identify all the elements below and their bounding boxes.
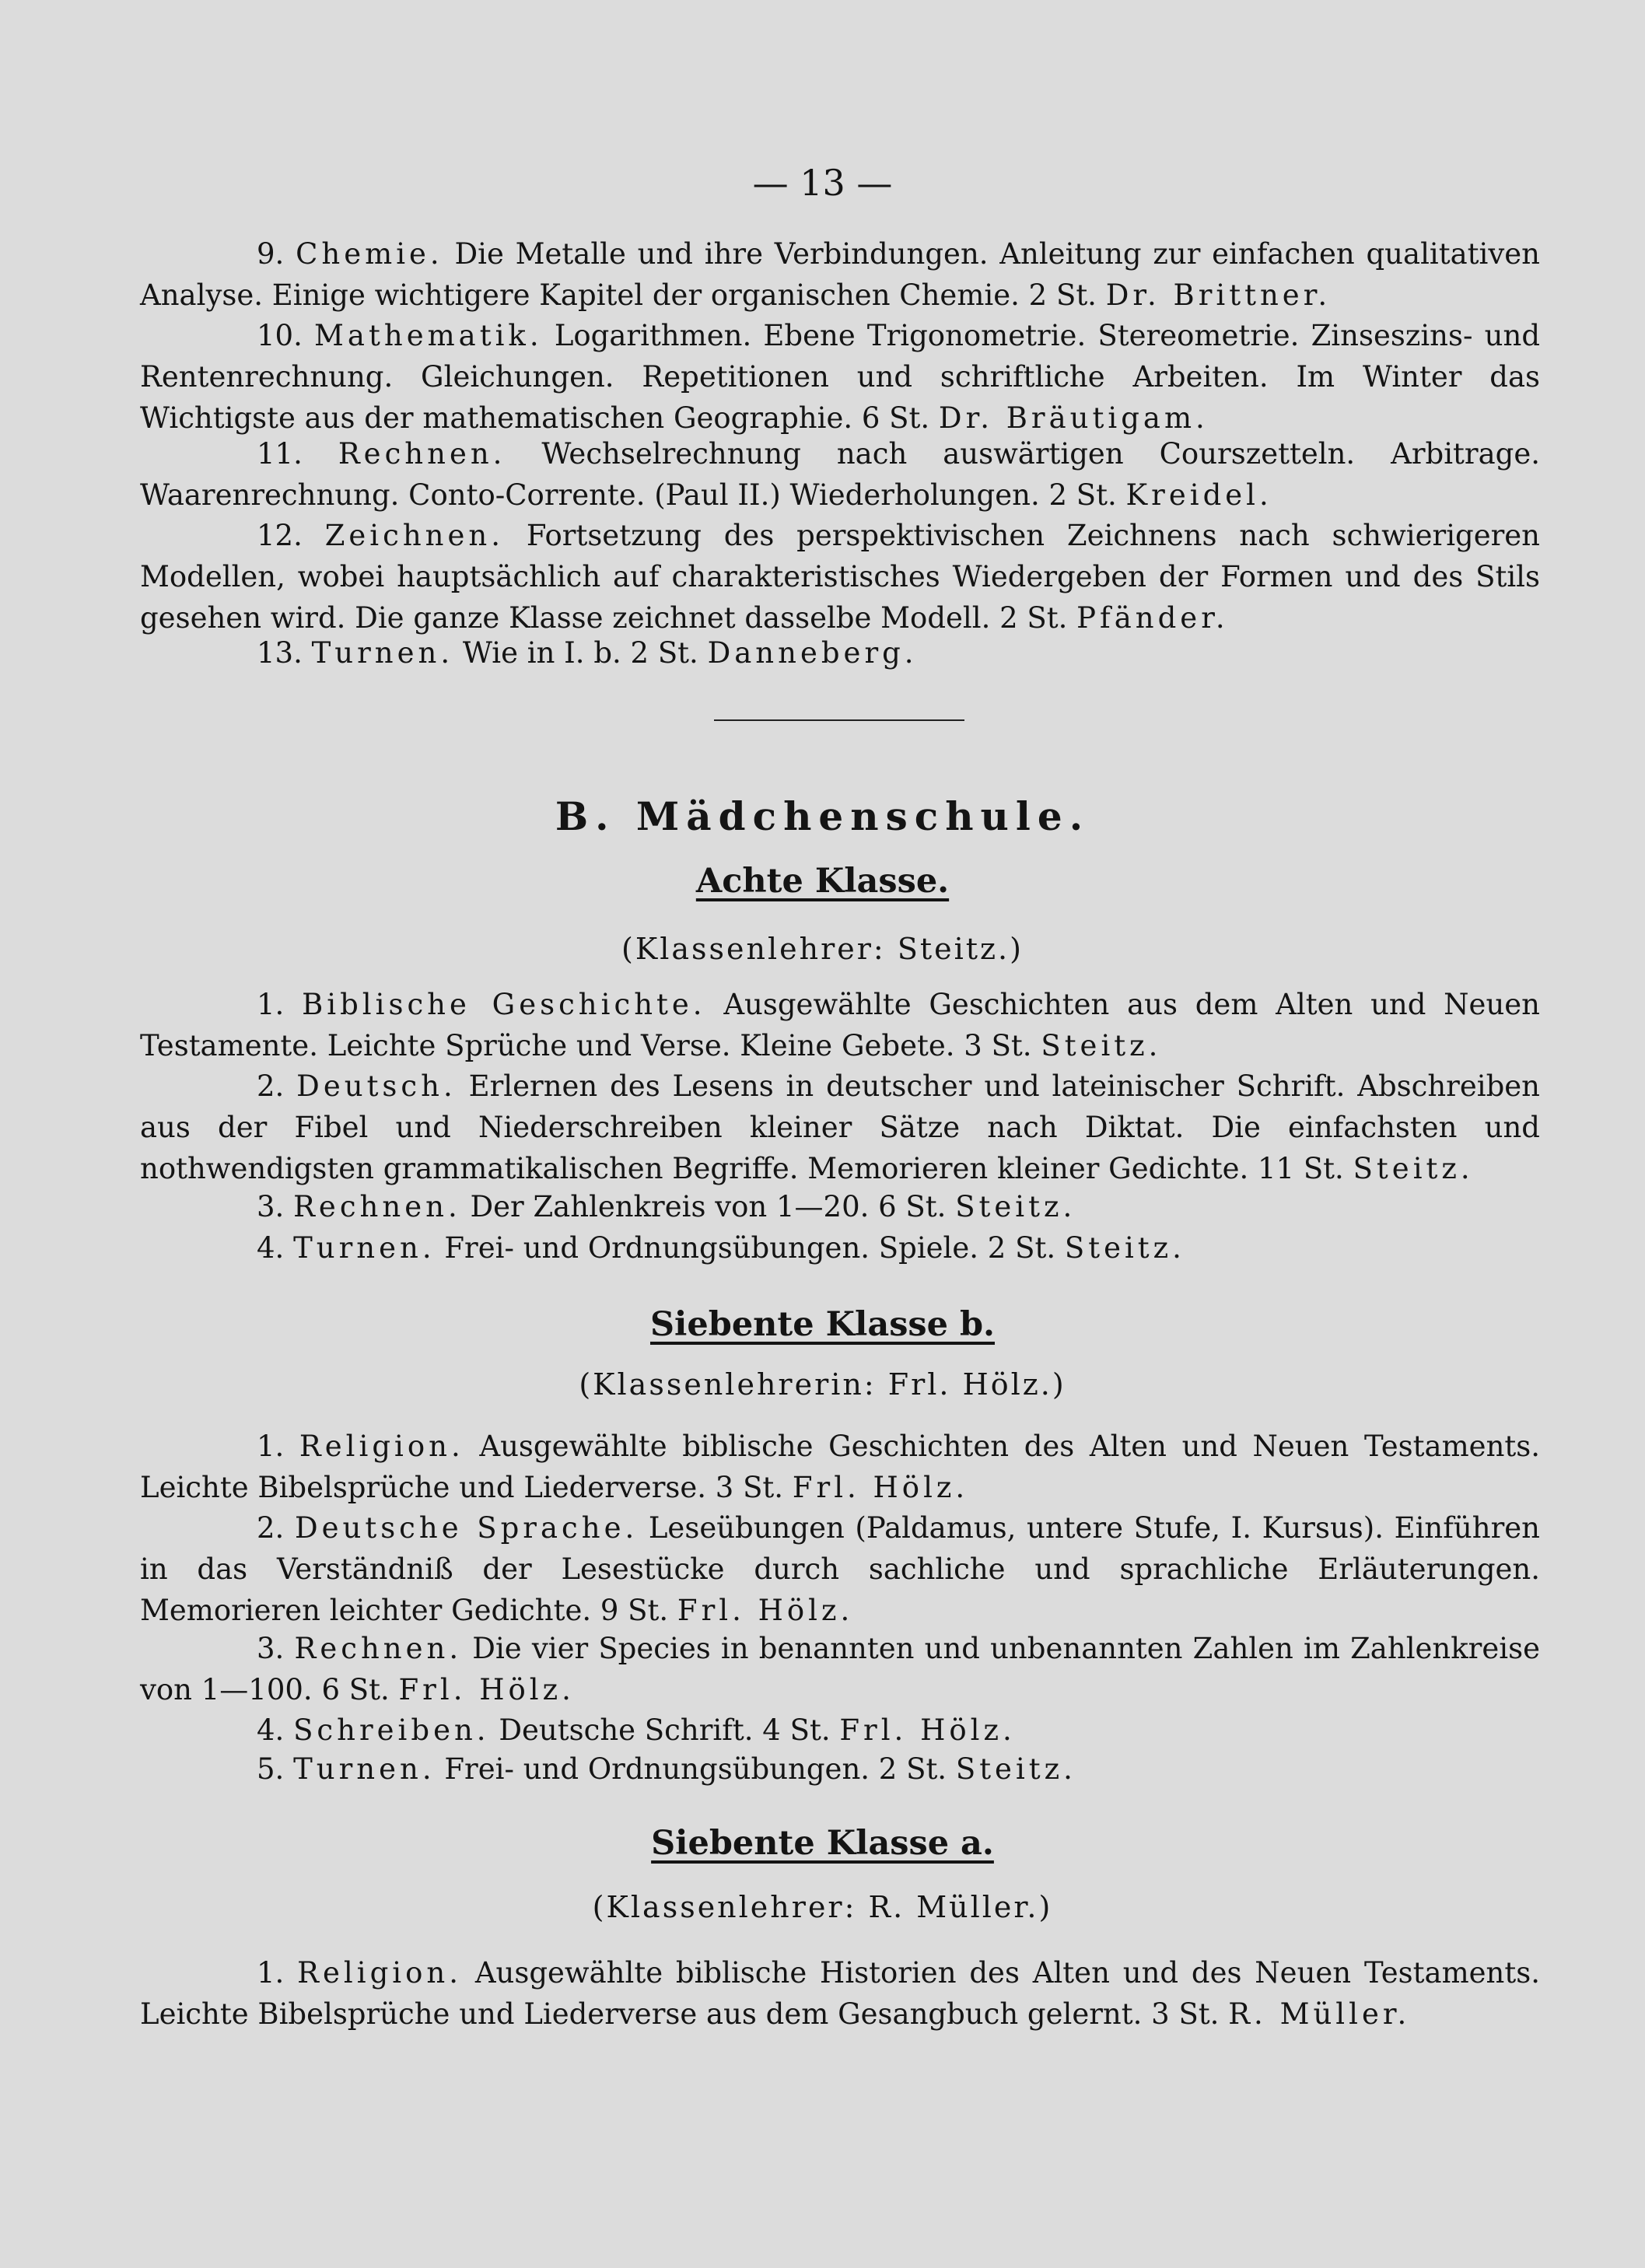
course-item: [140, 315, 1540, 439]
item-teacher: Dr. Bräutigam.: [938, 401, 1209, 435]
class-teacher: (Klassenlehrer: R. Müller.): [592, 1890, 1053, 1924]
item-teacher: Dr. Brittner.: [1105, 278, 1332, 312]
item-text: Wechselrechnung nach auswärtigen Courszetteln. Arbitrage. Waarenrechnung. Conto-Corrente. (Paul II.) Wiederholungen. 2 St.: [140, 437, 1540, 512]
item-subject: Deutsche Sprache.: [294, 1511, 639, 1545]
item-teacher: Frl. Hölz.: [398, 1673, 575, 1706]
item-subject: Zeichnen.: [324, 519, 504, 552]
item-text: Ausgewählte Geschichten aus dem Alten und Neuen Testamente. Leichte Sprüche und Verse. Kleine Gebete. 3 St.: [140, 988, 1540, 1062]
course-item: [140, 1710, 1540, 1751]
item-subject: Religion.: [297, 1956, 462, 1990]
course-item: [140, 515, 1540, 639]
item-text: Logarithmen. Ebene Trigonometrie. Stereometrie. Zinseszins- und Rentenrechnung. Gleichungen. Repetitionen und schriftliche Arbeiten. Im Winter das Wichtigste aus der mathematischen Geographie. 6 St.: [140, 319, 1541, 435]
item-text: Wie in I. b. 2 St.: [462, 636, 698, 670]
item-number: 2.: [257, 1511, 285, 1545]
item-number: 5.: [257, 1752, 285, 1786]
item-text: Frei- und Ordnungsübungen. Spiele. 2 St.: [444, 1231, 1056, 1265]
item-number: 3.: [257, 1632, 285, 1665]
item-number: 1.: [257, 1956, 285, 1990]
course-item: [140, 1186, 1540, 1227]
class-title: Achte Klasse.: [695, 862, 950, 901]
item-text: Die Metalle und ihre Verbindungen. Anleitung zur einfachen qualitativen Analyse. Einige wichtigere Kapitel der organischen Chemie. 2 St.: [140, 237, 1540, 312]
item-subject: Deutsch.: [296, 1069, 457, 1103]
item-number: 3.: [257, 1190, 285, 1223]
item-text: Ausgewählte biblische Historien des Alten und des Neuen Testaments. Leichte Bibelsprüche und Liederverse aus dem Gesangbuch gelernt. 3 St.: [140, 1956, 1541, 2031]
item-subject: Turnen.: [311, 636, 454, 670]
item-subject: Religion.: [299, 1430, 464, 1463]
course-item: [140, 1748, 1540, 1790]
item-text: Deutsche Schrift. 4 St.: [499, 1713, 831, 1747]
course-item: [140, 1952, 1540, 2035]
page-number: — 13 —: [752, 162, 893, 204]
item-teacher: Danneberg.: [707, 636, 918, 670]
item-teacher: Pfänder.: [1076, 601, 1229, 635]
item-number: 13.: [257, 636, 303, 670]
item-number: 4.: [257, 1713, 285, 1747]
item-number: 2.: [257, 1069, 285, 1103]
course-item: [140, 984, 1540, 1066]
item-subject: Biblische Geschichte.: [302, 988, 706, 1021]
item-text: Leseübungen (Paldamus, untere Stufe, I. Kursus). Einführen in das Verständniß der Lesestücke durch sachliche und sprachliche Erläuterungen. Memorieren leichter Gedichte. 9 St.: [140, 1511, 1541, 1627]
item-text: Ausgewählte biblische Geschichten des Alten und Neuen Testaments. Leichte Bibelsprüche und Liederverse. 3 St.: [140, 1430, 1541, 1504]
item-number: 4.: [257, 1231, 285, 1265]
item-number: 11.: [257, 437, 303, 471]
item-text: Frei- und Ordnungsübungen. 2 St.: [444, 1752, 947, 1786]
item-text: Die vier Species in benannten und unbenannten Zahlen im Zahlenkreise von 1—100. 6 St.: [140, 1632, 1540, 1706]
course-item: [140, 1066, 1540, 1189]
section-divider: [714, 719, 964, 721]
class-title: Siebente Klasse a.: [651, 1824, 994, 1863]
item-subject: Turnen.: [293, 1752, 436, 1786]
item-teacher: Kreidel.: [1125, 478, 1272, 512]
school-title: B. Mädchenschule.: [555, 793, 1090, 839]
item-teacher: Steitz.: [955, 1752, 1076, 1786]
course-item: [140, 1628, 1540, 1710]
item-subject: Rechnen.: [338, 437, 506, 471]
item-teacher: Frl. Hölz.: [792, 1471, 969, 1504]
item-subject: Turnen.: [293, 1231, 436, 1265]
item-text: Fortsetzung des perspektivischen Zeichnens nach schwierigeren Modellen, wobei hauptsächlich auf charakteristisches Wiedergeben der Formen und des Stils gesehen wird. Die ganze Klasse zeichnet dasselbe Modell. 2 St.: [140, 519, 1541, 635]
class-teacher: (Klassenlehrer: Steitz.): [621, 932, 1024, 966]
class-teacher: (Klassenlehrerin: Frl. Hölz.): [579, 1367, 1066, 1402]
item-number: 10.: [257, 319, 303, 352]
item-text: Der Zahlenkreis von 1—20. 6 St.: [470, 1190, 947, 1223]
course-item: [140, 233, 1540, 316]
item-number: 12.: [257, 519, 303, 552]
course-item: [140, 433, 1540, 516]
item-teacher: Frl. Hölz.: [677, 1594, 854, 1627]
item-subject: Schreiben.: [293, 1713, 490, 1747]
class-title: Siebente Klasse b.: [650, 1305, 995, 1344]
item-number: 1.: [257, 1430, 285, 1463]
item-teacher: Steitz.: [1041, 1029, 1162, 1062]
item-teacher: Steitz.: [955, 1190, 1076, 1223]
item-teacher: R. Müller.: [1228, 1997, 1411, 2031]
item-subject: Mathematik.: [314, 319, 543, 352]
item-number: 9.: [257, 237, 285, 271]
course-item: [140, 632, 1540, 674]
item-teacher: Steitz.: [1353, 1152, 1474, 1185]
item-text: Erlernen des Lesens in deutscher und lateinischer Schrift. Abschreiben aus der Fibel und Niederschreiben kleiner Sätze nach Diktat. Die einfachsten und nothwendigsten grammatikalischen Begriffe. Memorieren kleiner Gedichte. 11 St.: [140, 1069, 1541, 1185]
item-number: 1.: [257, 988, 285, 1021]
item-subject: Rechnen.: [293, 1190, 461, 1223]
item-teacher: Steitz.: [1064, 1231, 1185, 1265]
course-item: [140, 1426, 1540, 1508]
item-subject: Rechnen.: [294, 1632, 463, 1665]
course-item: [140, 1227, 1540, 1269]
item-subject: Chemie.: [296, 237, 443, 271]
course-item: [140, 1507, 1540, 1631]
item-teacher: Frl. Hölz.: [839, 1713, 1016, 1747]
